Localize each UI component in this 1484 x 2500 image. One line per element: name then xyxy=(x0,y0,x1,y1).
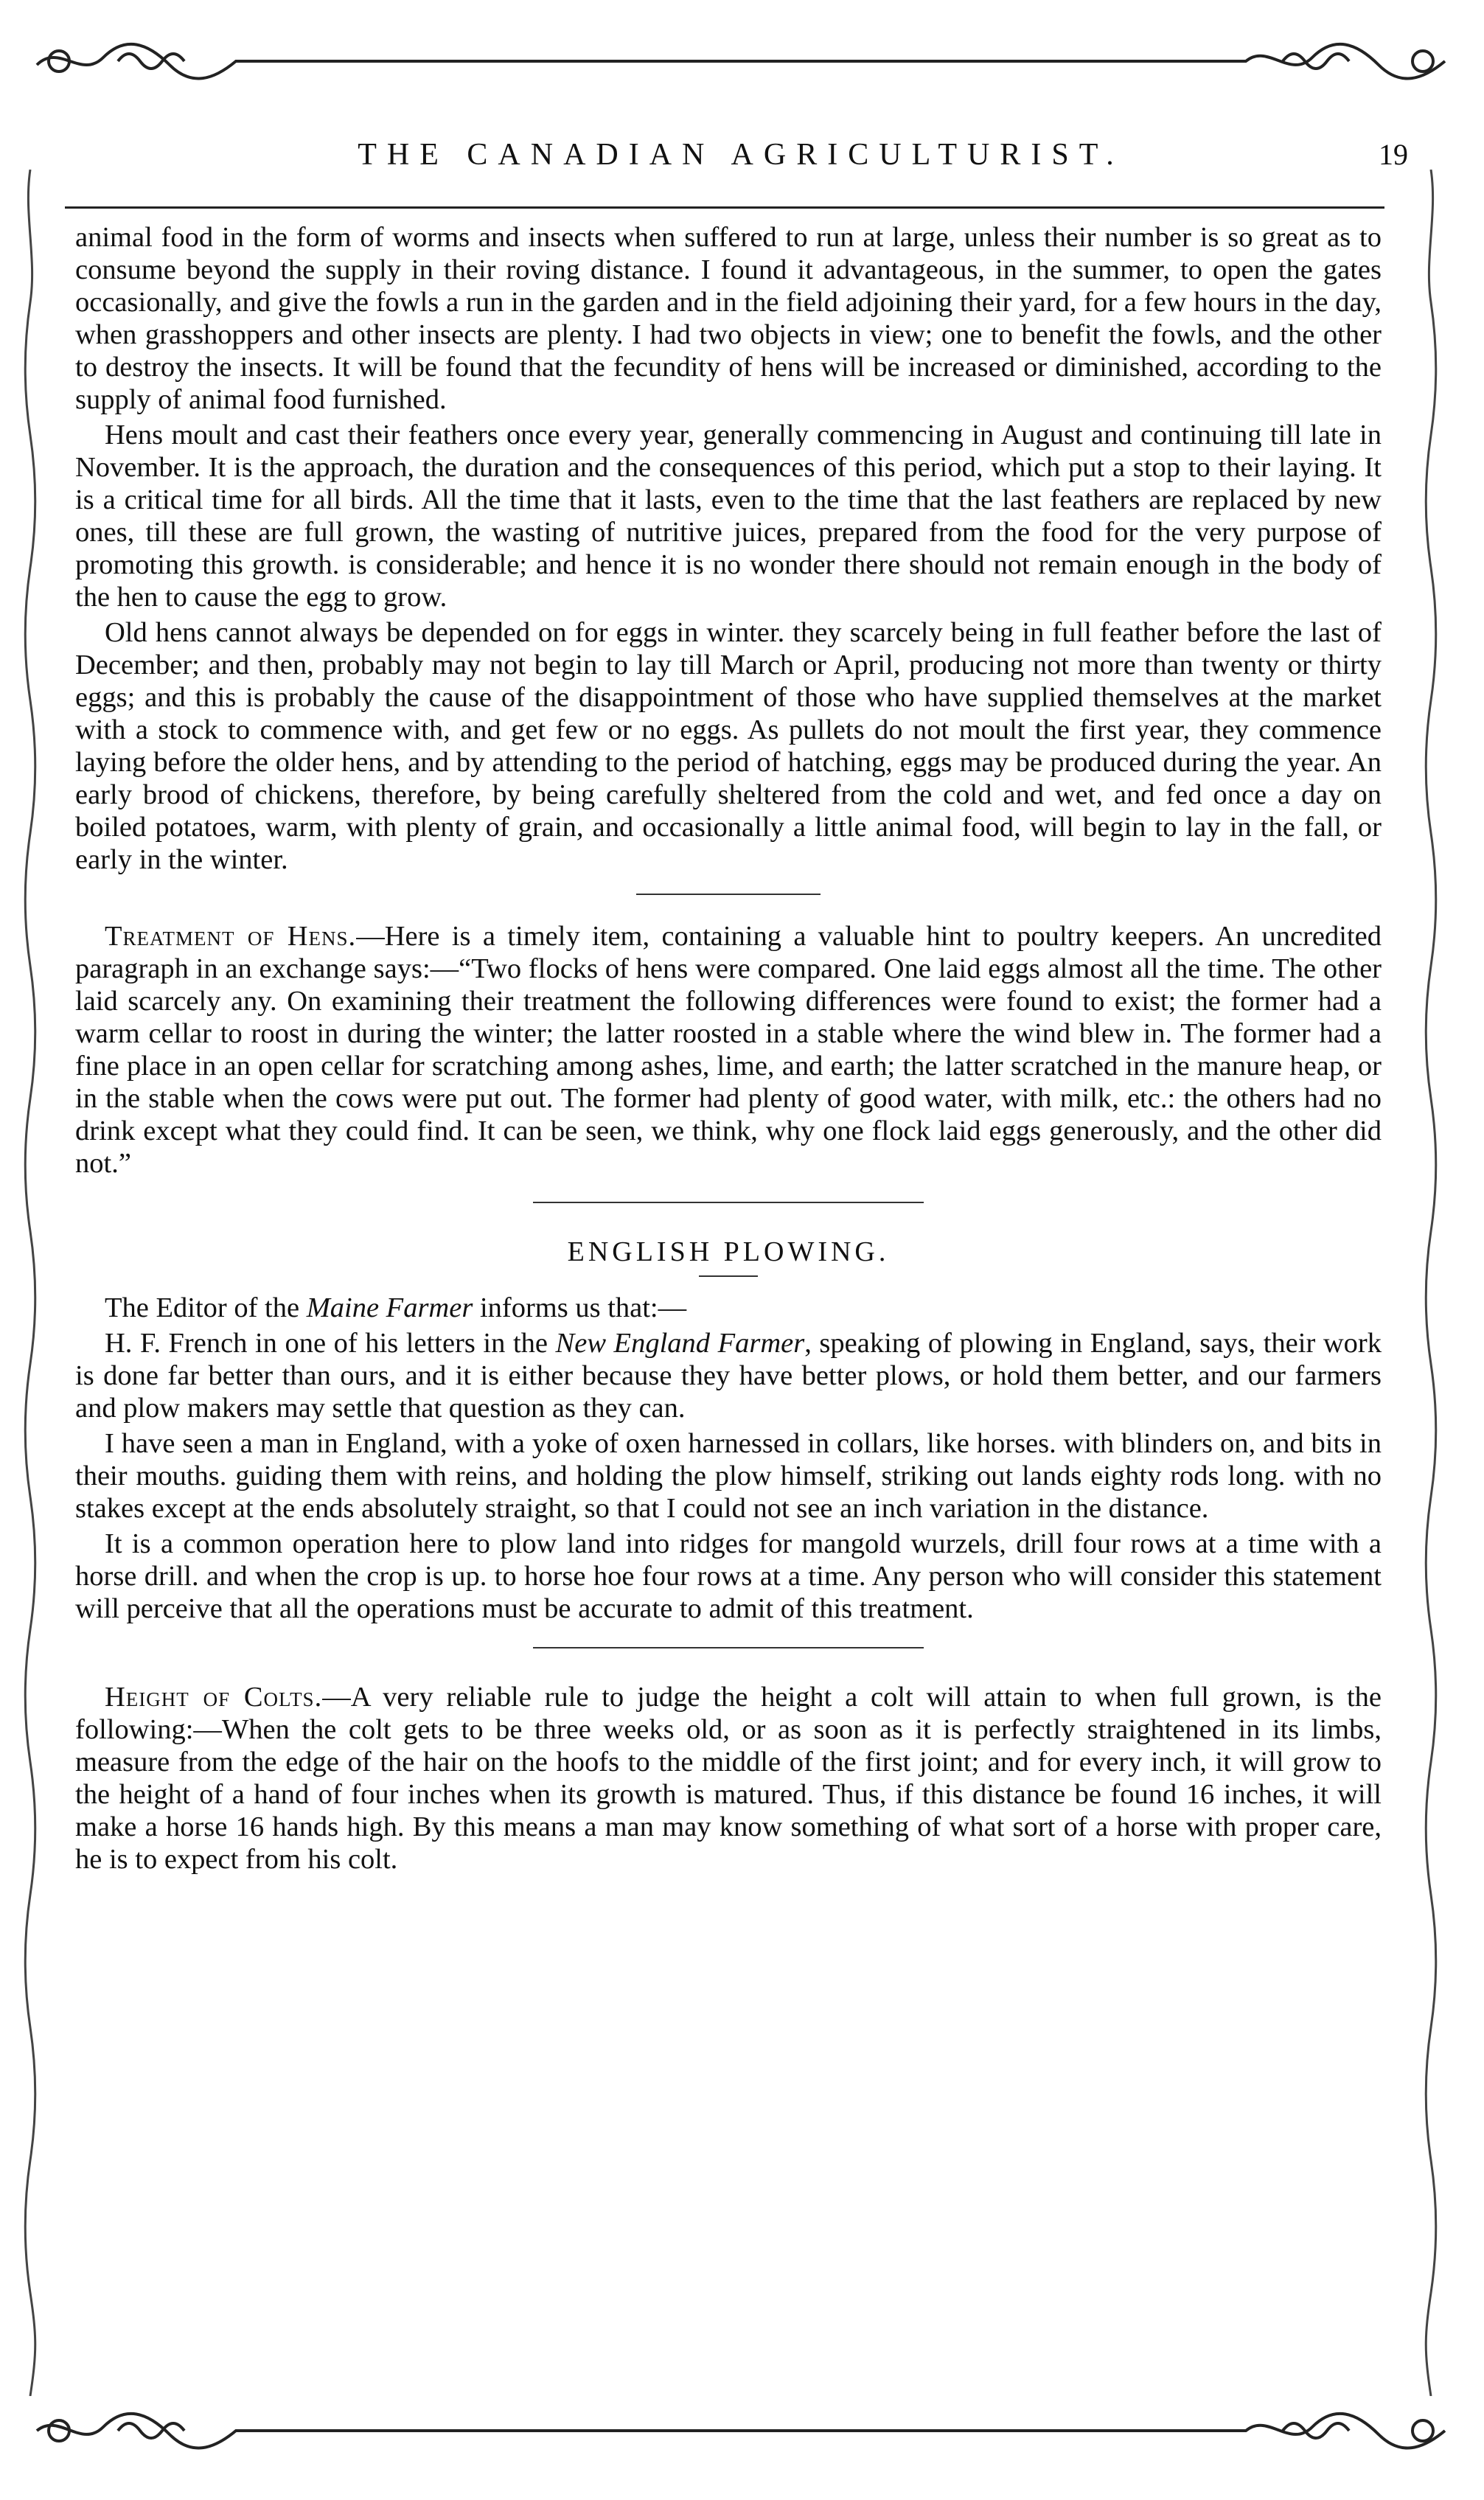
poultry-paragraph-2: Hens moult and cast their feathers once every year, generally commencing in August and continuing till late in November. It is the approach, the duration and the consequences of this period, which put a stop to their laying. It is a critical time for all birds. All the time that it lasts, even to the time that the last feathers are replaced by new ones, till these are full grown, the wasting of nutritive juices, prepared from the food for the very purpose of promoting this growth. is considerable; and hence it is no wonder there should not remain enough in the body of the hen to cause the egg to grow. xyxy=(75,419,1382,613)
poultry-paragraph-3: Old hens cannot always be depended on for eggs in winter. they scarcely being in full feather before the last of December; and then, probably may not begin to lay till March or April, producing not more than twenty or thirty eggs; and this is probably the cause of the disappointment of those who have supplied themselves at the market with a stock to commence with, and get few or no eggs. As pullets do not moult the first year, they commence laying before the older hens, and by attending to the period of hatching, eggs may be produced during the year. An early brood of chickens, therefore, by being carefully sheltered from the cold and wet, and fed once a day on boiled potatoes, warm, with plenty of grain, and occasionally a little animal food, will begin to lay in the fall, or early in the winter. xyxy=(75,617,1382,875)
section-divider xyxy=(636,894,821,895)
header-rule xyxy=(65,206,1384,209)
running-head xyxy=(66,133,1415,184)
height-of-colts-lead: Height of Colts. xyxy=(105,1682,323,1713)
english-plowing-intro xyxy=(75,1292,1382,1324)
bottom-ornament-border xyxy=(29,2405,1455,2457)
poultry-paragraph-1: animal food in the form of worms and insects when suffered to run at large, unless their number is so great as to consume beyond the supply in their roving distance. I found it advantageous, in the summer, to open the gates occasionally, and give the fowls a run in the garden and in the field adjoining their yard, for a few hours in the day, when grasshoppers and other insects are plenty. I had two objects in view; one to benefit the fowls, and the other to destroy the insects. It will be found that the fecundity of hens will be increased or diminished, according to the supply of animal food furnished. xyxy=(75,222,1382,415)
p1-text-after: , speaking of plowing in England, says, their work is done far better than ours, and it is either because they have better plows, or hold them better, and our farmers and plow makers may settle that question as they can. xyxy=(75,1328,1382,1424)
height-of-colts-body: —A very reliable rule to judge the height a colt will attain to when full grown, is the following:—When the colt gets to be three weeks old, or as soon as it is perfectly straightened in its limbs, measure from the edge of the hair on the hoofs to the middle of the first joint; and for every inch, it will grow to the height of a hand of four inches when its growth is matured. Thus, if this distance be found 16 inches, it will make a horse 16 hands high. By this means a man may know something of what sort of a horse with proper care, he is to expect from his colt. xyxy=(75,1682,1382,1875)
p1-text-before: H. F. French in one of his letters in the xyxy=(105,1328,556,1359)
english-plowing-heading: ENGLISH PLOWING. xyxy=(567,1236,890,1267)
top-ornament-border xyxy=(29,35,1455,87)
right-ornament-border xyxy=(1423,170,1439,2396)
running-title: THE CANADIAN AGRICULTURIST. xyxy=(358,138,1124,172)
intro-text-before: The Editor of the xyxy=(105,1292,307,1323)
english-plowing-paragraph-2: I have seen a man in England, with a yoke of oxen harnessed in collars, like horses. with blinders on, and bits in their mouths. guiding them with reins, and holding the plow himself, striking out lands eighty rods long. with no stakes except at the ends absolutely straight, so that I could not see an inch variation in the distance. xyxy=(75,1428,1382,1524)
treatment-of-hens-body: —Here is a timely item, containing a valuable hint to poultry keepers. An uncredited paragraph in an exchange says:—“Two flocks of hens were compared. One laid eggs almost all the time. The other laid scarcely any. On examining their treatment the following differences were found to exist; the former had a warm cellar to roost in during the winter; the latter roosted in a stable where the wind blew in. The former had a fine place in an open cellar for scratching among ashes, lime, and earth; the latter scratched in the manure heap, or in the stable when the cows were put out. The former had plenty of good water, with milk, etc.: the others had no drink except what they could find. It can be seen, we think, why one flock laid eggs generously, and the other did not.” xyxy=(75,921,1382,1179)
text-column xyxy=(75,221,1382,1879)
treatment-of-hens-paragraph xyxy=(75,920,1382,1180)
english-plowing-paragraph-3: It is a common operation here to plow land into ridges for mangold wurzels, drill four rows at a time with a horse drill. and when the crop is up. to horse hoe four rows at a time. Any person who will consider this statement will perceive that all the operations must be accurate to admit of this treatment. xyxy=(75,1528,1382,1624)
height-of-colts-paragraph xyxy=(75,1681,1382,1876)
new-england-farmer-title: New England Farmer xyxy=(555,1328,805,1359)
left-ornament-border xyxy=(22,170,38,2396)
section-divider xyxy=(533,1647,924,1648)
maine-farmer-title: Maine Farmer xyxy=(306,1292,473,1323)
treatment-of-hens-lead: Treatment of Hens. xyxy=(105,921,357,952)
english-plowing-paragraph-1 xyxy=(75,1327,1382,1424)
section-divider xyxy=(533,1202,924,1203)
page-number: 19 xyxy=(1379,138,1408,171)
heading-underline xyxy=(699,1275,758,1277)
intro-text-after: informs us that:— xyxy=(473,1292,687,1323)
